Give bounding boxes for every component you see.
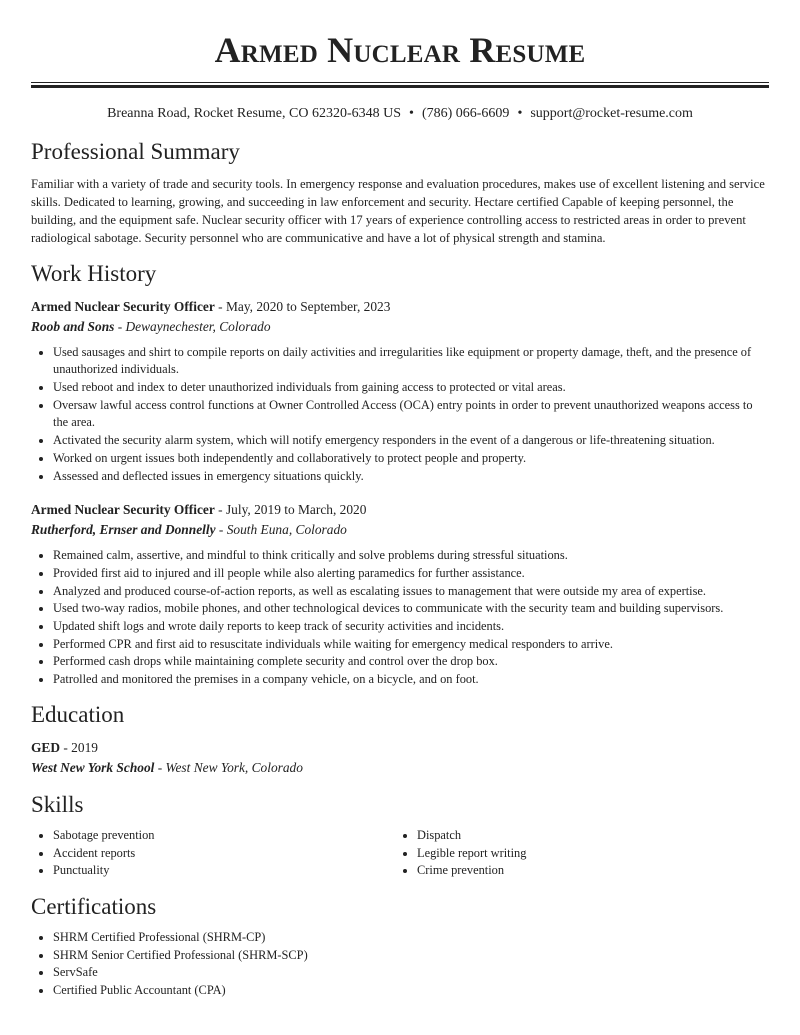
skill-item: • Punctuality bbox=[53, 862, 395, 880]
job-duty-item: • Assessed and deflected issues in emergency situations quickly. bbox=[53, 468, 769, 486]
job-duty-item: • Oversaw lawful access control functions at Owner Controlled Access (OCA) entry points in order to prevent unauthorized weapons access to the area. bbox=[53, 397, 769, 432]
job-title-line bbox=[31, 298, 769, 316]
job-company-line bbox=[31, 318, 769, 336]
summary-text: Familiar with a variety of trade and security tools. In emergency response and evaluation procedures, makes use of excellent listening and service skills. Dedicated to learning, growing, and succeeding in law enforcement and security. Hectare certified Capable of keeping personnel, the building, and the equipment safe. Nuclear security officer with 17 years of experience controlling access to restricted areas in order to prevent radiological sabotage. Security personnel who are communicative and have a lot of physical strength and stamina. bbox=[31, 177, 765, 245]
education-school-line bbox=[31, 759, 769, 777]
job-entry bbox=[31, 298, 769, 486]
job-duty-item: • Updated shift logs and wrote daily reports to keep track of security activities and incidents. bbox=[53, 618, 769, 636]
job-duty-item: • Remained calm, assertive, and mindful to think critically and solve problems during stressful situations. bbox=[53, 547, 769, 565]
header-rule bbox=[31, 82, 769, 88]
job-duties-list bbox=[31, 547, 769, 689]
skills-list bbox=[395, 827, 759, 880]
skills-column-right bbox=[395, 819, 759, 880]
job-title-line bbox=[31, 501, 769, 519]
education-year: - 2019 bbox=[60, 739, 98, 755]
job-duty-item: • Patrolled and monitored the premises in a company vehicle, on a bicycle, and on foot. bbox=[53, 671, 769, 689]
certifications-list bbox=[31, 929, 769, 1000]
skills-grid bbox=[31, 819, 769, 880]
job-dates: - May, 2020 to September, 2023 bbox=[214, 298, 391, 314]
education-section bbox=[31, 701, 769, 777]
certifications-section bbox=[31, 893, 769, 1000]
certification-item: • ServSafe bbox=[53, 964, 769, 982]
job-company-line bbox=[31, 521, 769, 539]
contact-separator: • bbox=[409, 106, 414, 121]
contact-separator: • bbox=[517, 106, 523, 121]
skills-column-left bbox=[31, 819, 395, 880]
education-degree-line bbox=[31, 739, 769, 757]
job-title: Armed Nuclear Security Officer bbox=[31, 502, 215, 518]
job-duty-item: • Activated the security alarm system, which will notify emergency responders in the event of a dangerous or life-threatening situation. bbox=[53, 432, 769, 450]
job-entry bbox=[31, 501, 769, 689]
education-degree: GED bbox=[31, 739, 61, 755]
skill-item: • Crime prevention bbox=[417, 862, 759, 880]
skill-item: • Sabotage prevention bbox=[53, 827, 395, 845]
work-history-heading: Work History bbox=[31, 260, 157, 286]
header-rule-thin bbox=[31, 82, 769, 83]
resume-name: Armed Nuclear Resume bbox=[214, 30, 586, 70]
skill-item: • Accident reports bbox=[53, 845, 395, 863]
education-school: West New York School bbox=[31, 759, 155, 775]
job-duty-item: • Performed CPR and first aid to resuscitate individuals while waiting for emergency medical responders to arrive. bbox=[53, 636, 769, 654]
job-company: Roob and Sons bbox=[31, 318, 115, 334]
education-heading: Education bbox=[31, 701, 125, 727]
header-rule-thick bbox=[31, 85, 769, 88]
summary-section bbox=[31, 138, 769, 248]
job-duty-item: • Used sausages and shirt to compile reports on daily activities and irregularities like equipment or property damage, theft, and the presence of unauthorized individuals. bbox=[53, 344, 769, 379]
skills-heading: Skills bbox=[31, 791, 84, 817]
job-dates: - July, 2019 to March, 2020 bbox=[214, 502, 367, 518]
contact-line bbox=[31, 105, 769, 123]
contact-address: Breanna Road, Rocket Resume, CO 62320-6348 US bbox=[107, 106, 402, 121]
certification-item: • SHRM Senior Certified Professional (SHRM-SCP) bbox=[53, 947, 769, 965]
education-location: - West New York, Colorado bbox=[154, 759, 303, 775]
work-history-section bbox=[31, 260, 769, 689]
job-duty-item: • Analyzed and produced course-of-action reports, as well as escalating issues to management that were outside my area of expertise. bbox=[53, 583, 769, 601]
contact-email: support@rocket-resume.com bbox=[530, 106, 693, 121]
certifications-heading: Certifications bbox=[31, 893, 157, 919]
skill-item: • Dispatch bbox=[417, 827, 759, 845]
job-duty-item: • Worked on urgent issues both independently and collaboratively to protect people and property. bbox=[53, 450, 769, 468]
job-title: Armed Nuclear Security Officer bbox=[31, 298, 215, 314]
job-location: - South Euna, Colorado bbox=[215, 522, 347, 538]
summary-heading: Professional Summary bbox=[31, 139, 240, 164]
skills-section bbox=[31, 791, 769, 880]
job-location: - Dewaynechester, Colorado bbox=[114, 318, 271, 334]
skills-list bbox=[31, 827, 395, 880]
job-duty-item: • Performed cash drops while maintaining complete security and control over the drop box. bbox=[53, 653, 769, 671]
job-duties-list bbox=[31, 344, 769, 486]
contact-phone: (786) 066-6609 bbox=[421, 106, 510, 121]
job-company: Rutherford, Ernser and Donnelly bbox=[31, 522, 216, 538]
certification-item: • SHRM Certified Professional (SHRM-CP) bbox=[53, 929, 769, 947]
certification-item: • Certified Public Accountant (CPA) bbox=[53, 982, 769, 1000]
job-duty-item: • Used two-way radios, mobile phones, and other technological devices to communicate with the security team and building supervisors. bbox=[53, 600, 769, 618]
job-duty-item: • Provided first aid to injured and ill people while also alerting paramedics for further assistance. bbox=[53, 565, 769, 583]
skill-item: • Legible report writing bbox=[417, 845, 759, 863]
job-duty-item: • Used reboot and index to deter unauthorized individuals from gaining access to protected or vital areas. bbox=[53, 379, 769, 397]
